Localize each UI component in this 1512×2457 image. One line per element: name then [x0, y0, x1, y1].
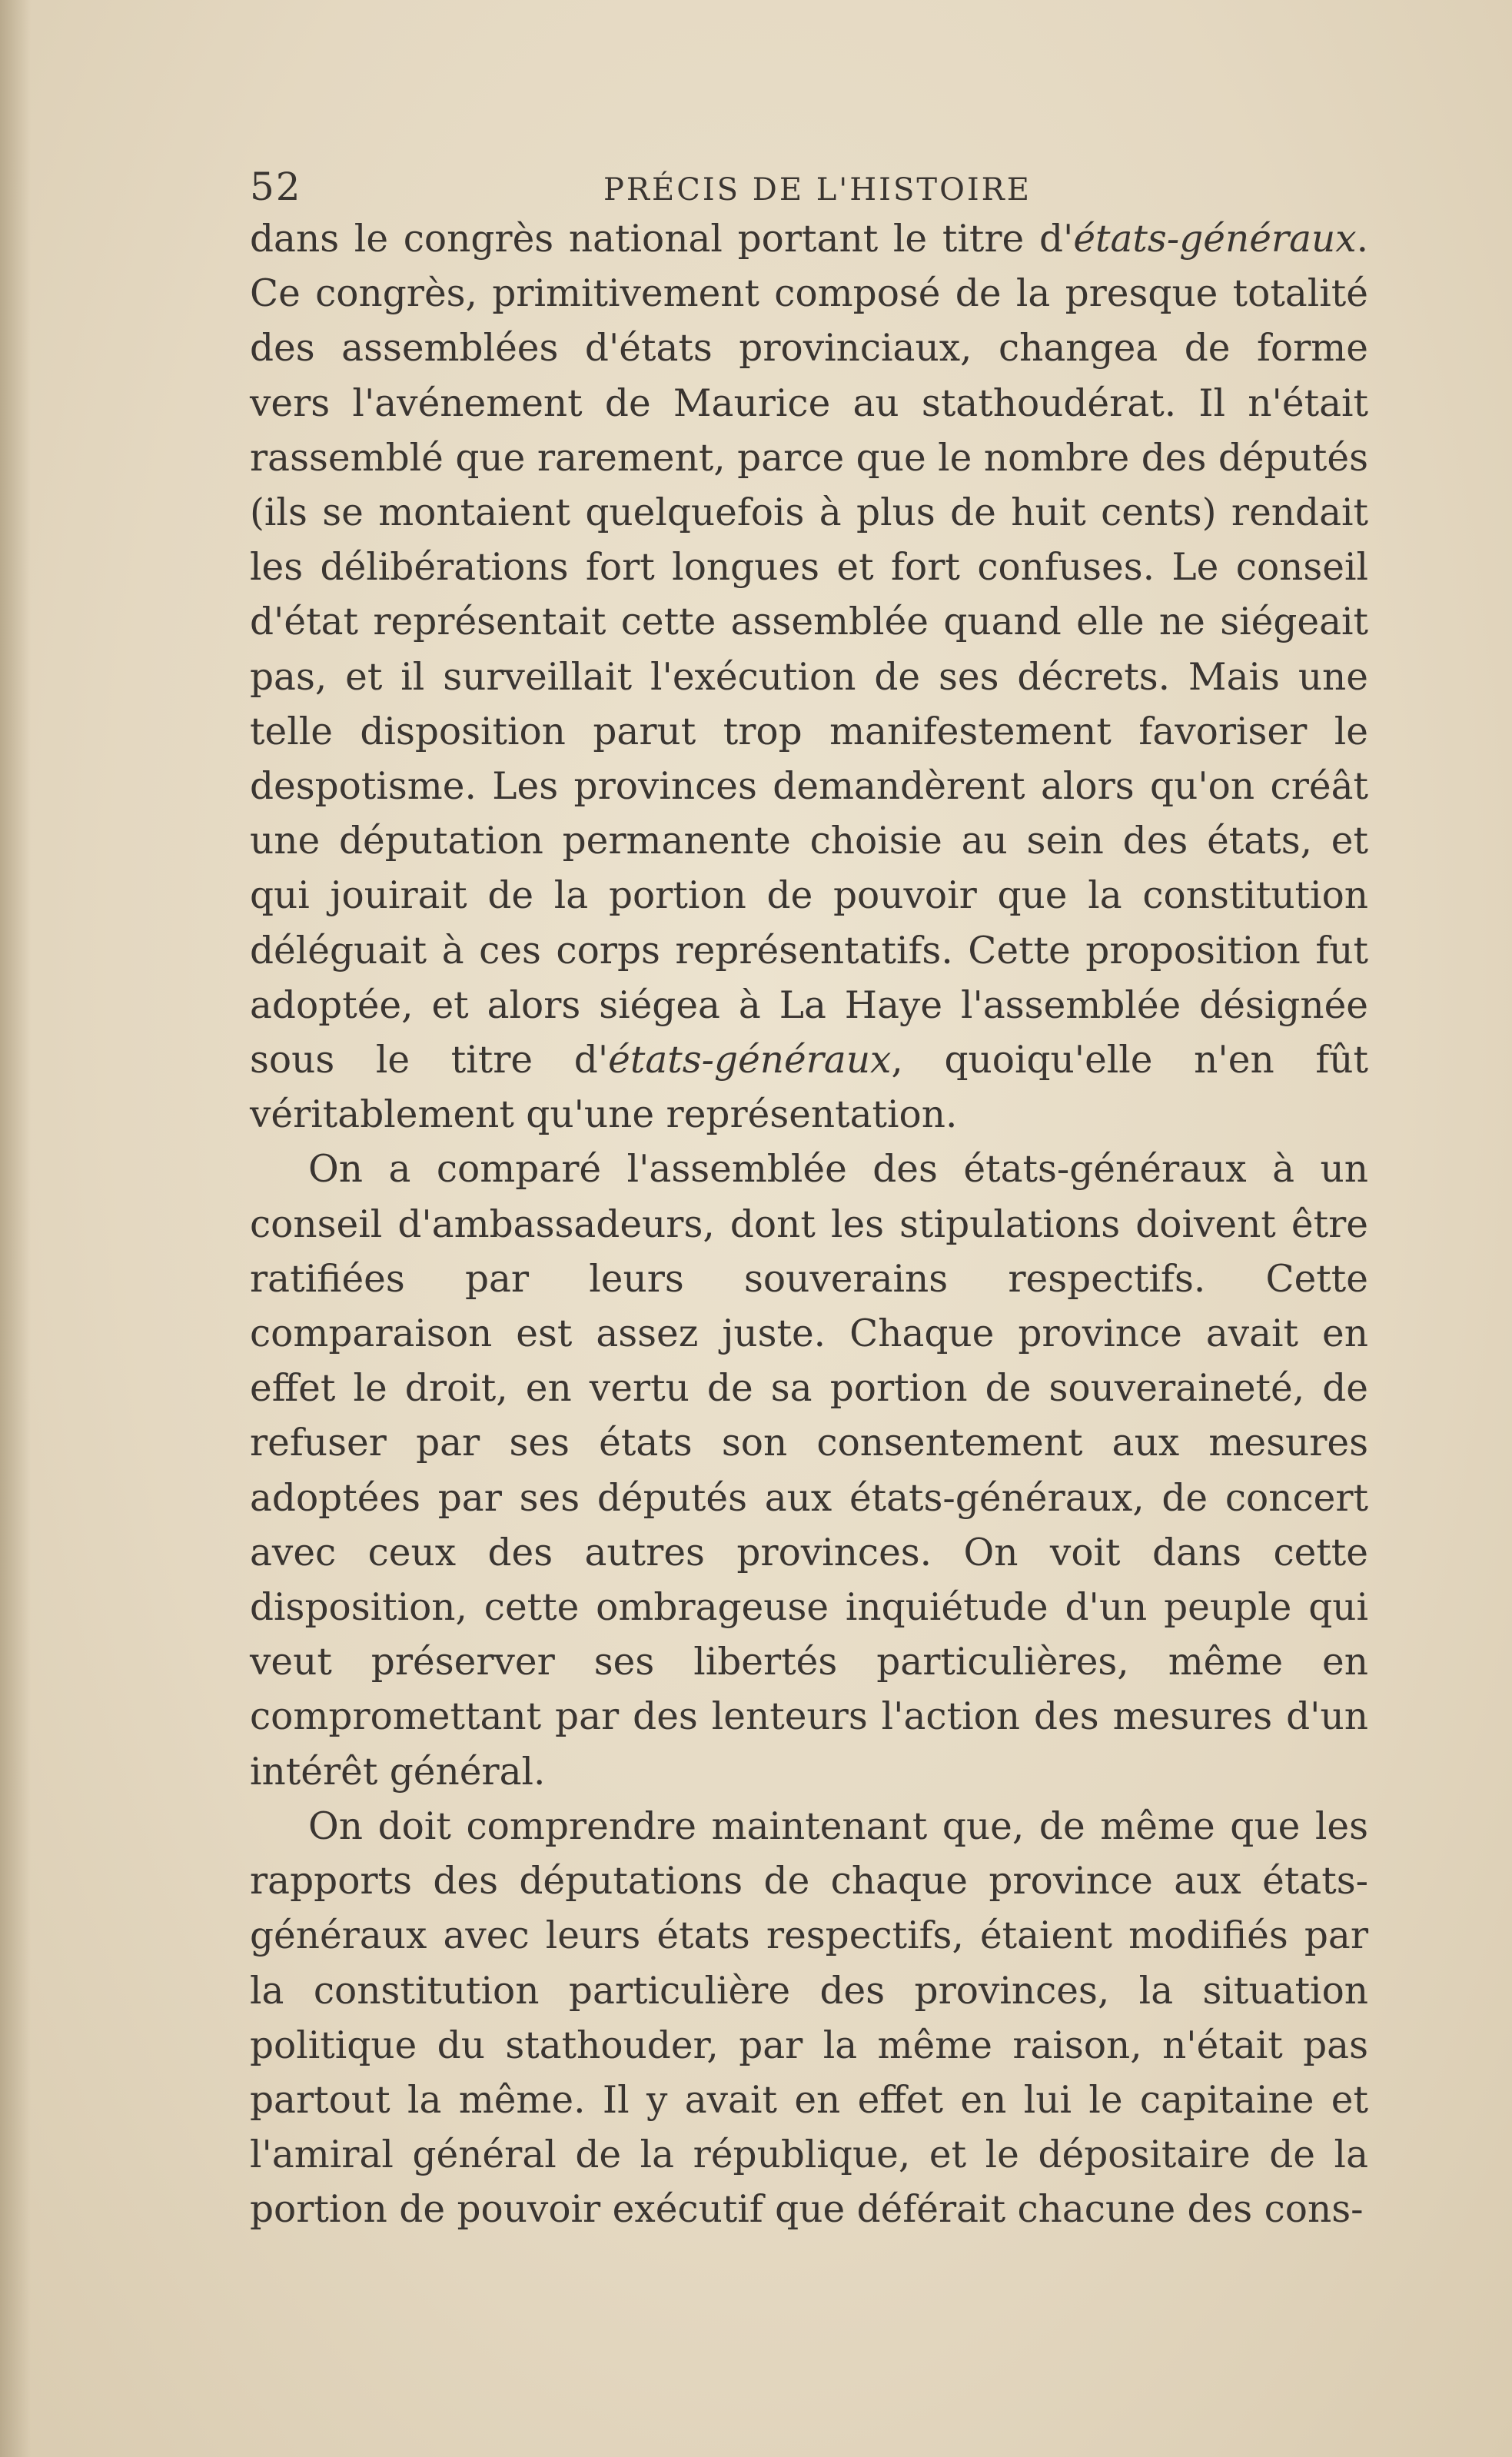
- paragraph-3: On doit comprendre maintenant que, de même que les rapports des députations de chaque province aux états-généraux avec leurs états respectifs, étaient modifiés par la constitution particulière des provinces, la situation politique du stathouder, par la même raison, n'était pas partout la même. Il y avait en effet en lui le capitaine et l'amiral général de la république, et le dépositaire de la portion de pouvoir exécutif que déférait chacune des cons-: [250, 1804, 1368, 2232]
- body-text: [250, 212, 1368, 2238]
- paragraph-2: On a comparé l'assemblée des états-généraux à un conseil d'ambassadeurs, dont les stipulations doivent être ratifiées par leurs souverains respectifs. Cette comparaison est assez juste. Chaque province avait en effet le droit, en vertu de sa portion de souveraineté, de refuser par ses états son consentement aux mesures adoptées par ses députés aux états-généraux, de concert avec ceux des autres provinces. On voit dans cette disposition, cette ombrageuse inquiétude d'un peuple qui veut préserver ses libertés particulières, même en compromettant par des lenteurs l'action des mesures d'un intérêt général.: [250, 1148, 1368, 1794]
- paragraph-1-text-middle: . Ce congrès, primitivement composé de la presque totalité des assemblées d'états provinciaux, changea de forme vers l'avénement de Maurice au stathoudérat. Il n'était rassemblé que rarement, parce que le nombre des députés (ils se montaient quelquefois à plus de huit cents) rendait les délibérations fort longues et fort confuses. Le conseil d'état représentait cette assemblée quand elle ne siégeait pas, et il surveillait l'exécution de ses décrets. Mais une telle disposition parut trop manifestement favoriser le despotisme. Les provinces demandèrent alors qu'on créât une députation permanente choisie au sein des états, et qui jouirait de la portion de pouvoir que la constitution déléguait à ces corps représentatifs. Cette proposition fut adoptée, et alors siégea à La Haye l'assemblée désignée sous le titre d': [250, 218, 1368, 1082]
- paragraph-1-italic-term-1: états-généraux: [1073, 218, 1357, 261]
- paragraph-1: [250, 212, 1368, 1142]
- paragraph-1-text-after: , quoiqu'elle n'en fût véritablement qu'une représentation.: [250, 1039, 1369, 1137]
- running-title: PRÉCIS DE L'HISTOIRE: [603, 172, 1032, 208]
- paragraph-1-text-before: dans le congrès national portant le titre d': [250, 218, 1074, 261]
- text-block: [250, 158, 1368, 2238]
- running-head: [250, 158, 1368, 212]
- page-number: 52: [250, 165, 302, 209]
- paragraph-1-italic-term-2: états-généraux: [608, 1039, 892, 1082]
- page-gutter-shadow: [0, 0, 31, 2457]
